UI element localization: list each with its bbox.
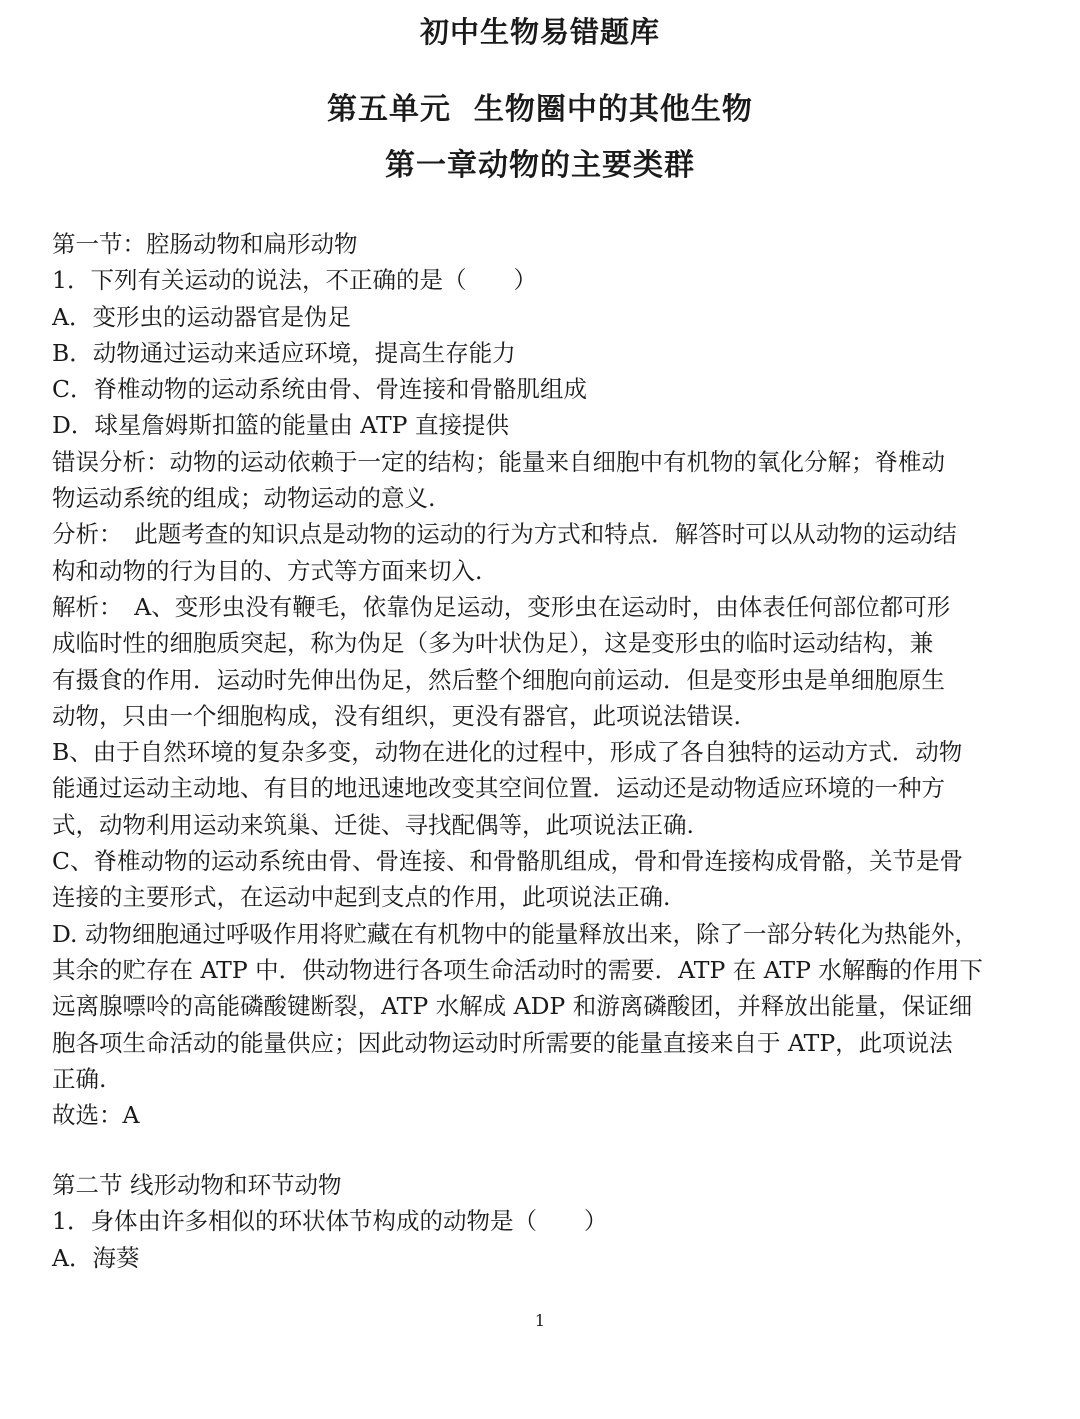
option-a: A．海葵 bbox=[52, 1243, 140, 1272]
explanation-line: 物运动系统的组成；动物运动的意义. bbox=[52, 484, 436, 513]
explanation-line: D. 动物细胞通过呼吸作用将贮藏在有机物中的能量释放出来，除了一部分转化为热能外， bbox=[52, 919, 978, 948]
explanation-line: 分析： 此题考查的知识点是动物的运动的行为方式和特点．解答时可以从动物的运动结 bbox=[52, 520, 957, 549]
explanation-line: B、由于自然环境的复杂多变，动物在进化的过程中，形成了各自独特的运动方式．动物 bbox=[52, 738, 963, 767]
explanation-line: 动物，只由一个细胞构成，没有组织，更没有器官，此项说法错误. bbox=[52, 701, 741, 730]
option-a: A．变形虫的运动器官是伪足 bbox=[52, 302, 351, 331]
explanation-line: 远离腺嘌呤的高能磷酸键断裂，ATP 水解成 ADP 和游离磷酸团，并释放出能量，保证细 bbox=[52, 992, 973, 1021]
page-number: 1 bbox=[534, 1311, 546, 1330]
explanation-line: 正确. bbox=[52, 1064, 107, 1093]
option-d: D．球星詹姆斯扣篮的能量由 ATP 直接提供 bbox=[52, 411, 509, 440]
explanation-line: 胞各项生命活动的能量供应；因此动物运动时所需要的能量直接来自于 ATP，此项说法 bbox=[52, 1028, 953, 1057]
document-title: 初中生物易错题库 bbox=[419, 15, 660, 49]
section-heading: 第二节 线形动物和环节动物 bbox=[52, 1171, 342, 1199]
explanation-line: 有摄食的作用．运动时先伸出伪足，然后整个细胞向前运动．但是变形虫是单细胞原生 bbox=[52, 665, 945, 694]
section-1 bbox=[52, 226, 1032, 1133]
chapter-title: 第一章动物的主要类群 bbox=[385, 148, 695, 183]
explanation-line: 能通过运动主动地、有目的地迅速地改变其空间位置．运动还是动物适应环境的一种方 bbox=[52, 774, 945, 803]
unit-title: 第五单元 生物圈中的其他生物 bbox=[327, 92, 753, 127]
section-2 bbox=[52, 1167, 1032, 1276]
question: 1．下列有关运动的说法，不正确的是（ ） bbox=[52, 266, 537, 295]
explanation-line: 式，动物利用运动来筑巢、迁徙、寻找配偶等，此项说法正确. bbox=[52, 810, 694, 839]
option-c: C．脊椎动物的运动系统由骨、骨连接和骨骼肌组成 bbox=[52, 375, 587, 404]
explanation-line: 其余的贮存在 ATP 中．供动物进行各项生命活动时的需要．ATP 在 ATP 水解酶的作用下 bbox=[52, 955, 983, 984]
section-heading: 第一节：腔肠动物和扁形动物 bbox=[52, 230, 358, 258]
explanation-line: C、脊椎动物的运动系统由骨、骨连接、和骨骼肌组成，骨和骨连接构成骨骼，关节是骨 bbox=[52, 847, 963, 876]
answer-line: 故选：A bbox=[52, 1101, 140, 1130]
explanation-line: 构和动物的行为目的、方式等方面来切入. bbox=[52, 556, 483, 585]
explanation-line: 解析： A、变形虫没有鞭毛，依靠伪足运动，变形虫在运动时，由体表任何部位都可形 bbox=[52, 592, 951, 621]
option-b: B．动物通过运动来适应环境，提高生存能力 bbox=[52, 338, 516, 367]
explanation-line: 连接的主要形式，在运动中起到支点的作用，此项说法正确. bbox=[52, 883, 671, 912]
explanation-line: 错误分析：动物的运动依赖于一定的结构；能量来自细胞中有机物的氧化分解；脊椎动 bbox=[52, 447, 945, 476]
explanation-line: 成临时性的细胞质突起，称为伪足（多为叶状伪足），这是变形虫的临时运动结构，兼 bbox=[52, 629, 934, 658]
question: 1．身体由许多相似的环状体节构成的动物是（ ） bbox=[52, 1207, 608, 1236]
